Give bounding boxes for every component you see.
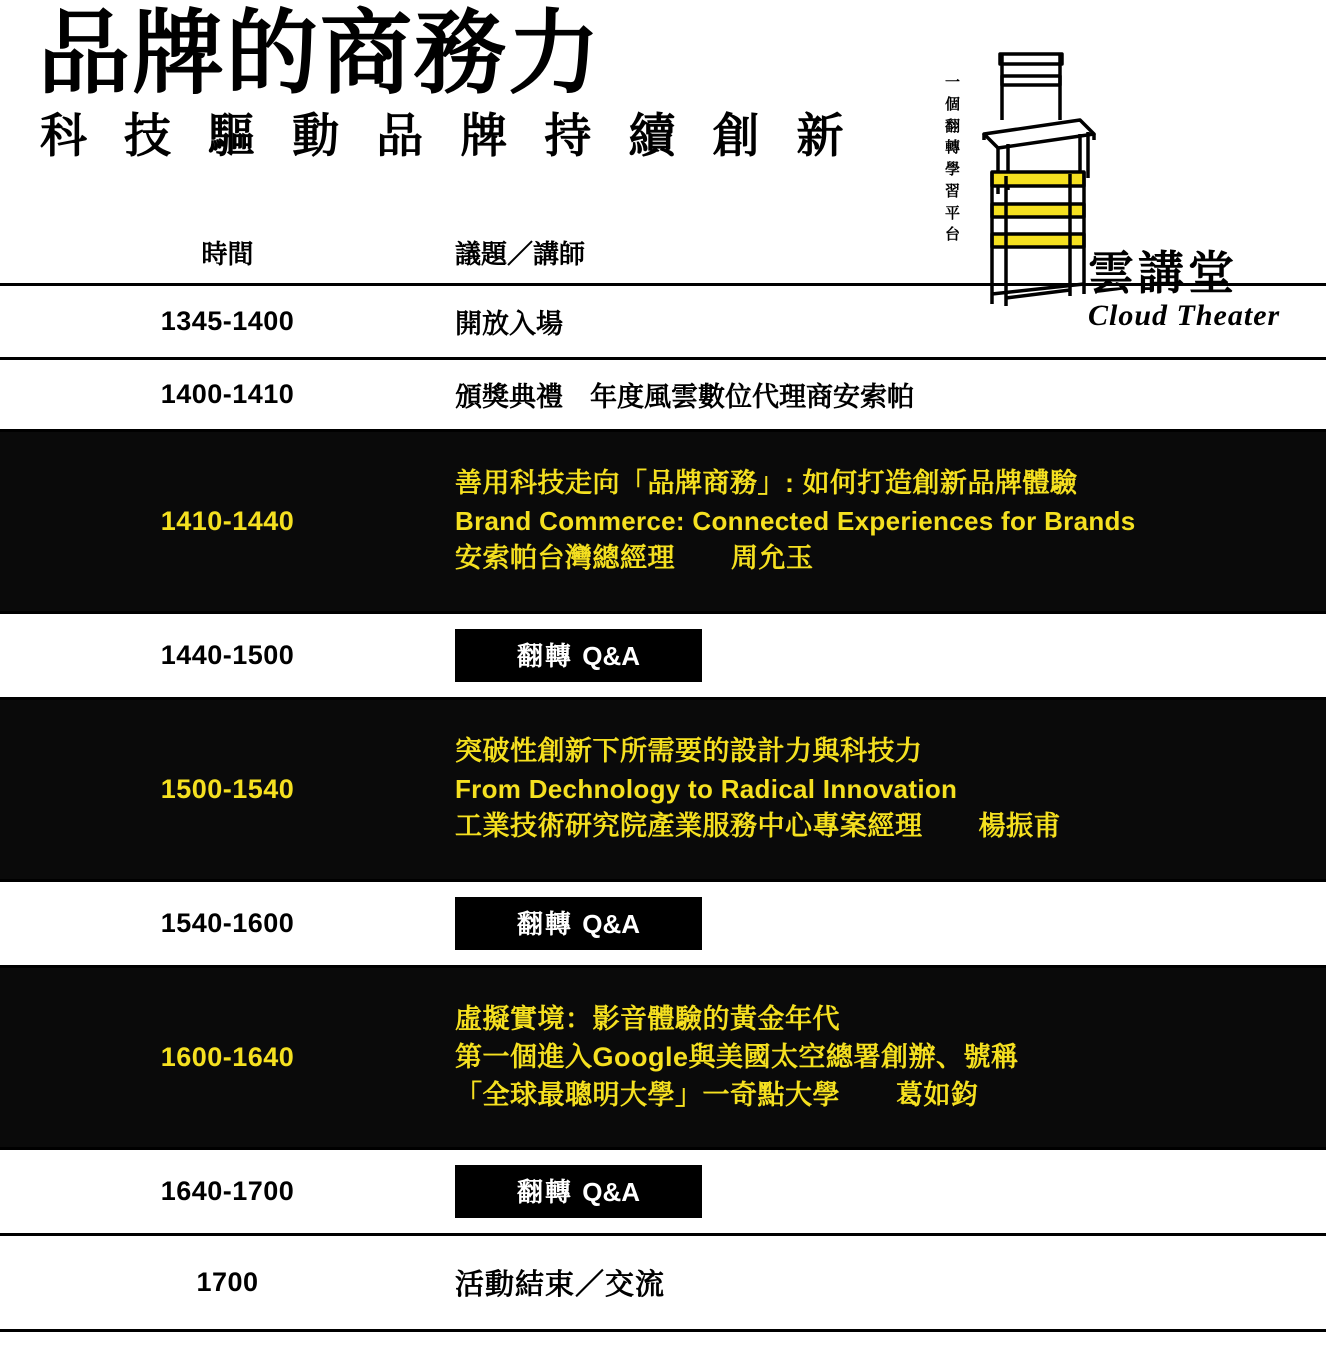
qa-label-en: Q&A — [582, 640, 641, 671]
table-row — [0, 698, 1326, 880]
qa-badge — [455, 1165, 702, 1218]
row-topic: 頒獎典禮 年度風雲數位代理商安索帕 — [455, 358, 1326, 430]
logo-vertical-tagline: 一個翻轉學習平台 — [944, 74, 961, 244]
talk-title-en: Brand Commerce: Connected Experiences for Brands — [455, 505, 1136, 536]
talk-title-en: From Dechnology to Radical Innovation — [455, 773, 958, 804]
row-time: 1500-1540 — [0, 698, 455, 880]
qa-badge — [455, 629, 702, 682]
talk-title-cn: 虛擬實境：影音體驗的黃金年代 — [455, 1003, 840, 1034]
row-time: 1600-1640 — [0, 966, 455, 1148]
qa-label-en: Q&A — [582, 1176, 641, 1207]
logo-brand-cn: 雲講堂 — [1088, 248, 1238, 299]
logo-area — [940, 44, 1320, 344]
speaker-title: 「全球最聰明大學」一奇點大學 — [455, 1080, 840, 1111]
row-time: 1410-1440 — [0, 430, 455, 612]
row-time: 1540-1600 — [0, 880, 455, 966]
row-time: 1400-1410 — [0, 358, 455, 430]
row-topic: 開放入場 — [455, 284, 1326, 358]
logo-wordmark — [1088, 248, 1318, 332]
talk-title-en: 第一個進入Google與美國太空總署創辦、號稱 — [455, 1041, 1019, 1072]
qa-label-cn: 翻轉 — [517, 1176, 583, 1207]
row-topic: 活動結束／交流 — [455, 1234, 1326, 1330]
speaker-name: 周允玉 — [731, 543, 814, 574]
row-time: 1640-1700 — [0, 1148, 455, 1234]
qa-label-en: Q&A — [582, 908, 641, 939]
column-header-time: 時間 — [0, 222, 455, 284]
qa-badge — [455, 897, 702, 950]
row-topic — [455, 1148, 1326, 1234]
talk-speaker — [455, 1076, 1326, 1114]
row-time: 1700 — [0, 1234, 455, 1330]
table-row — [0, 358, 1326, 430]
table-row — [0, 1148, 1326, 1234]
logo-brand-en: Cloud Theater — [1088, 299, 1281, 332]
row-time: 1440-1500 — [0, 612, 455, 698]
page-title: 品牌的商務力 — [38, 3, 603, 105]
table-row — [0, 880, 1326, 966]
table-row — [0, 612, 1326, 698]
speaker-name: 葛如鈞 — [896, 1080, 979, 1111]
column-header-topic: 議題／講師 — [455, 222, 1326, 284]
schedule-table — [0, 222, 1326, 1332]
talk-speaker — [455, 807, 1326, 845]
speaker-title: 工業技術研究院產業服務中心專案經理 — [455, 811, 923, 842]
talk-speaker — [455, 539, 1326, 577]
table-row — [0, 430, 1326, 612]
qa-label-cn: 翻轉 — [517, 640, 583, 671]
table-row — [0, 966, 1326, 1148]
row-topic — [455, 698, 1326, 880]
talk-title-cn: 突破性創新下所需要的設計力與科技力 — [455, 736, 923, 767]
talk-title-cn: 善用科技走向「品牌商務」: 如何打造創新品牌體驗 — [455, 468, 1078, 499]
speaker-title: 安索帕台灣總經理 — [455, 543, 675, 574]
row-topic — [455, 612, 1326, 698]
speaker-name: 楊振甫 — [978, 811, 1061, 842]
row-time: 1345-1400 — [0, 284, 455, 358]
row-topic — [455, 430, 1326, 612]
qa-label-cn: 翻轉 — [517, 908, 583, 939]
table-row — [0, 1234, 1326, 1330]
row-topic — [455, 966, 1326, 1148]
page-subtitle: 科 技 驅 動 品 牌 持 續 創 新 — [40, 108, 856, 162]
row-topic — [455, 880, 1326, 966]
